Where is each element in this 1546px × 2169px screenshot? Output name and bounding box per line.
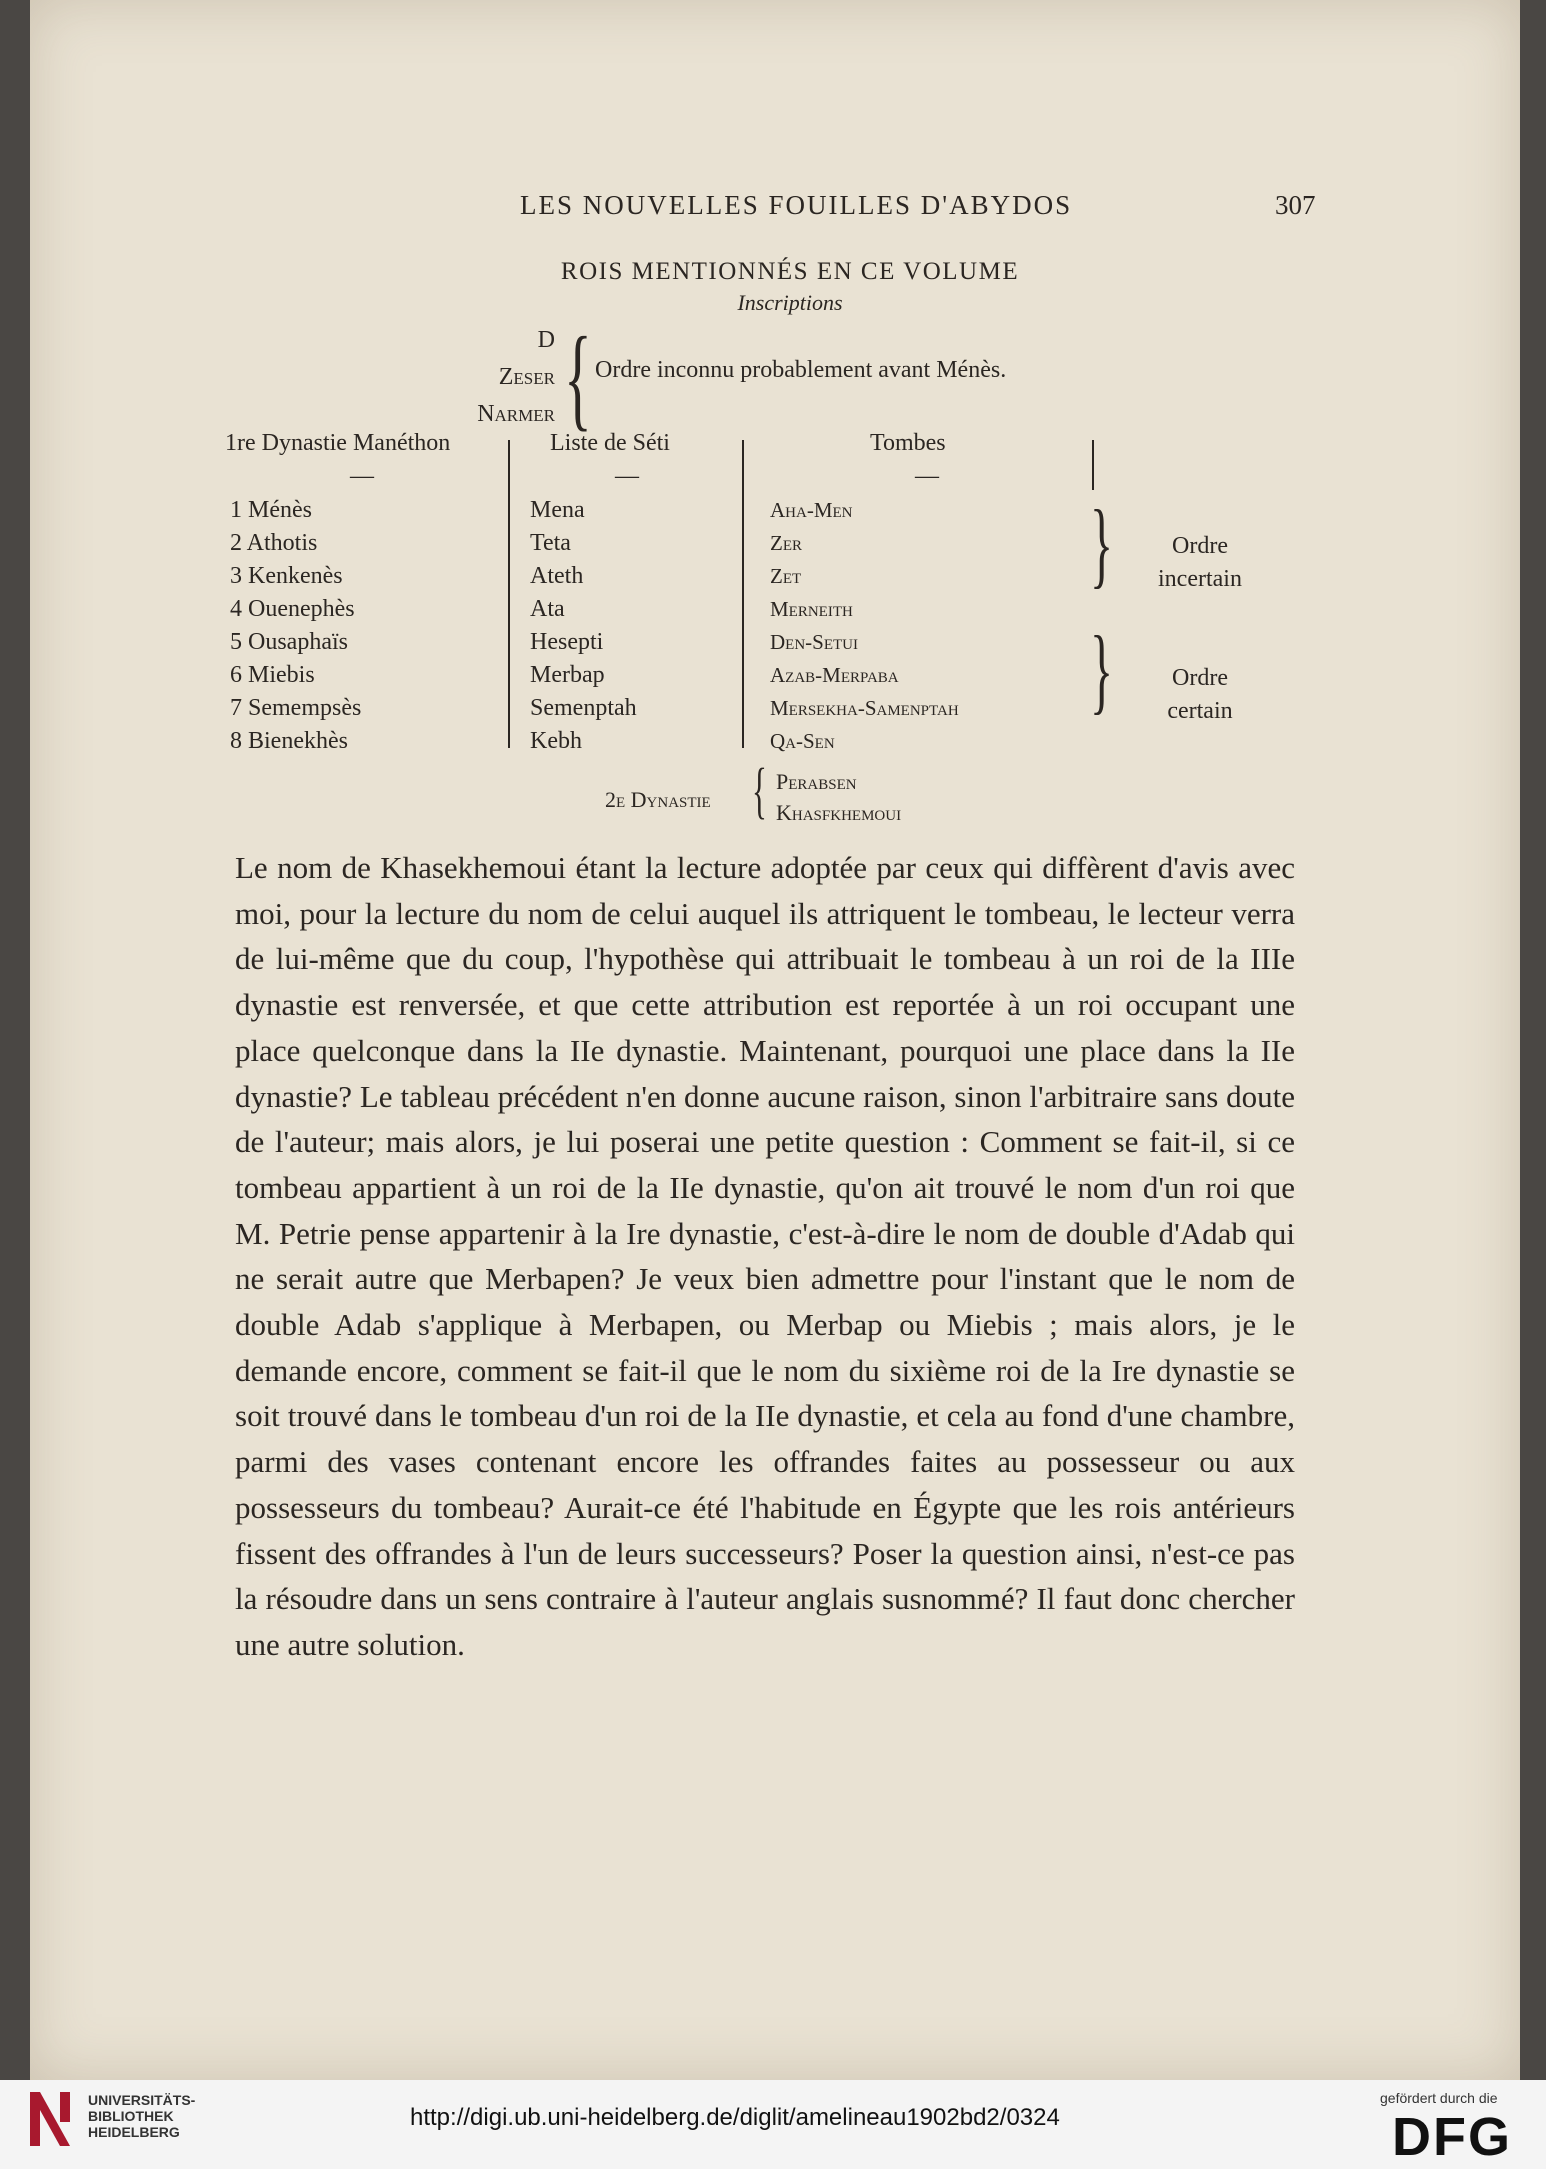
tomb-king: Zer [770,531,802,555]
tombes-column [770,494,959,758]
manethon-king: 1 Ménès [230,497,312,523]
seti-king: Semenptah [530,695,637,721]
manethon-king: 4 Ouenephès [230,596,355,622]
second-dynasty-label: 2e Dynastie [605,787,711,812]
order-note-line: incertain [1158,566,1242,592]
tomb-king: Zet [770,564,802,588]
library-name-line: UNIVERSITÄTS- [88,2092,196,2108]
tomb-king: Merneith [770,597,853,621]
funded-by-label: gefördert durch die [1380,2090,1498,2106]
brace: { [752,757,767,825]
order-note-line: Ordre [1172,665,1228,691]
manethon-king: 6 Miebis [230,662,315,688]
column-rule [508,440,510,748]
tomb-king: Qa-Sen [770,729,835,753]
dfg-logo: DFG [1392,2107,1512,2167]
scanned-page [30,0,1520,2080]
tomb-king: Mersekha-Samenptah [770,696,959,720]
library-name [88,2092,195,2140]
column-header-seti: Liste de Séti [550,430,670,456]
column-header-manethon-text: 1re Dynastie Manéthon [225,430,451,456]
library-name-line: BIBLIOTHEK [88,2108,174,2124]
brace: { [564,314,592,442]
manethon-king: 8 Bienekhès [230,728,348,754]
running-title: LES NOUVELLES FOUILLES D'ABYDOS [520,190,1073,220]
order-note-line: certain [1167,698,1233,724]
tomb-king: Azab-Merpaba [770,663,899,687]
pre-dynastic-king: Narmer [477,401,555,427]
seti-king: Merbap [530,662,605,688]
order-certain-note [1130,662,1270,728]
library-name-line: HEIDELBERG [88,2124,180,2140]
seti-king: Ata [530,596,565,622]
column-header-manethon [225,430,450,457]
manethon-column [230,494,361,758]
manethon-king: 5 Ousaphaïs [230,629,348,655]
second-dynasty-list [776,766,901,828]
pre-dynastic-king: Zeser [498,364,555,390]
seti-king: Ateth [530,563,584,589]
pre-dynastic-king: D [537,327,555,353]
university-library-logo [26,2088,76,2150]
pre-dynastic-list [430,322,555,433]
brace: } [1090,490,1114,597]
body-paragraph: Le nom de Khasekhemoui étant la lecture adoptée par ceux qui diffèrent d'avis avec moi, pour la lecture du nom de celui auquel ils attriquent le tombeau, le lecteur verra de lui-même que du coup, l'hypothèse qui attribuait le tombeau à un roi de la IIIe dynastie est renversée, et que cette attribution est reportée à un roi occupant une place quelconque dans la IIe dynastie. Maintenant, pourquoi une place dans la IIe dynastie? Le tableau précédent n'en donne aucune raison, sinon l'arbitraire sans doute de l'auteur; mais alors, je lui poserai une petite question : Comment se fait-il, si ce tombeau appartient à un roi de la IIe dynastie, qu'on ait trouvé le nom d'un roi que M. Petrie pense appartenir à la Ire dynastie, c'est-à-dire le nom de double d'Adab qui ne serait autre que Merbapen? Je veux bien admettre pour l'instant que le nom de double Adab s'applique à Merbapen, ou Merbap ou Miebis ; mais alors, je le demande encore, comment se fait-il que le nom du sixième roi de la Ire dynastie se soit trouvé dans le tombeau d'un roi de la IIe dynastie, et cela au fond d'une chambre, parmi des vases contenant encore les offrandes faites au possesseur ou aux possesseurs du tombeau? Aurait-ce été l'habitude en Égypte que les rois antérieurs fissent des offrandes à l'un de leurs successeurs? Poser la question ainsi, n'est-ce pas la résoudre dans un sens contraire à l'auteur anglais susnommé? Il faut donc chercher une autre solution. [235,850,1295,1662]
manethon-king: 2 Athotis [230,530,318,556]
column-rule [742,440,744,748]
footer [0,2080,1546,2169]
header-dash: — [615,463,639,489]
page-number: 307 [1275,190,1316,220]
manethon-king: 3 Kenkenès [230,563,343,589]
header-dash: — [350,463,374,489]
seti-king: Kebh [530,728,582,754]
header-dash: — [915,463,939,489]
column-rule [1092,440,1094,490]
order-uncertain-note [1130,530,1270,596]
tomb-king: Den-Setui [770,630,858,654]
seti-column [530,494,637,758]
second-dynasty-king: Perabsen [776,769,857,794]
second-dynasty-king: Khasfkhemoui [776,800,902,825]
seti-king: Hesepti [530,629,604,655]
list-title: ROIS MENTIONNÉS EN CE VOLUME [560,258,1020,285]
order-note-line: Ordre [1172,533,1228,559]
seti-king: Teta [530,530,571,556]
column-header-tombes: Tombes [870,430,946,456]
brace: } [1090,616,1114,723]
list-subtitle: Inscriptions [737,290,843,315]
pre-dynastic-note: Ordre inconnu probablement avant Ménès. [595,357,1007,383]
tomb-king: Aha-Men [770,498,853,522]
manethon-king: 7 Semempsès [230,695,362,721]
seti-king: Mena [530,497,585,523]
source-url[interactable]: http://digi.ub.uni-heidelberg.de/diglit/amelineau1902bd2/0324 [410,2104,1060,2131]
